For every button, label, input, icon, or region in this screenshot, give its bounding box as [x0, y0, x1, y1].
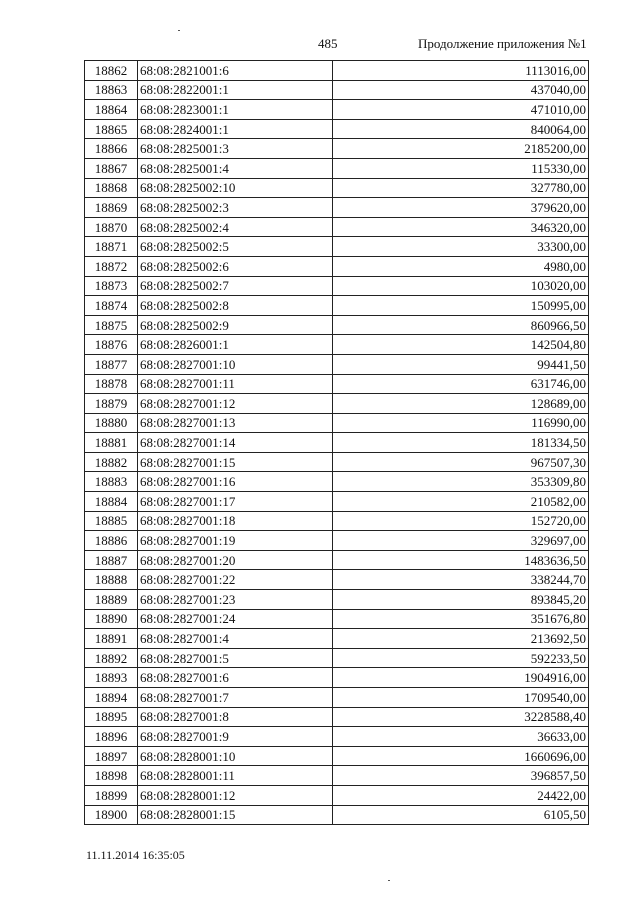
row-number-cell: 18889 [85, 590, 138, 610]
table-row [85, 492, 589, 512]
cadastral-value-cell: 1113016,00 [333, 61, 589, 81]
cadastral-number-cell: 68:08:2827001:8 [138, 707, 333, 727]
row-number-cell: 18899 [85, 785, 138, 805]
table-row [85, 590, 589, 610]
cadastral-number-cell: 68:08:2825001:4 [138, 158, 333, 178]
cadastral-value-cell: 142504,80 [333, 335, 589, 355]
cadastral-number-cell: 68:08:2827001:15 [138, 452, 333, 472]
print-timestamp: 11.11.2014 16:35:05 [86, 848, 185, 862]
row-number-cell: 18895 [85, 707, 138, 727]
table-row [85, 805, 589, 825]
cadastral-number-cell: 68:08:2827001:23 [138, 590, 333, 610]
row-number-cell: 18892 [85, 648, 138, 668]
cadastral-value-table [84, 60, 589, 825]
cadastral-value-cell: 860966,50 [333, 315, 589, 335]
table-row [85, 550, 589, 570]
cadastral-number-cell: 68:08:2824001:1 [138, 119, 333, 139]
cadastral-value-cell: 471010,00 [333, 100, 589, 120]
table-row [85, 217, 589, 237]
cadastral-number-cell: 68:08:2827001:7 [138, 688, 333, 708]
row-number-cell: 18870 [85, 217, 138, 237]
cadastral-value-cell: 346320,00 [333, 217, 589, 237]
cadastral-number-cell: 68:08:2827001:20 [138, 550, 333, 570]
cadastral-number-cell: 68:08:2827001:10 [138, 354, 333, 374]
cadastral-number-cell: 68:08:2821001:6 [138, 61, 333, 81]
row-number-cell: 18865 [85, 119, 138, 139]
row-number-cell: 18881 [85, 433, 138, 453]
cadastral-value-cell: 351676,80 [333, 609, 589, 629]
scan-speck [388, 880, 390, 881]
cadastral-value-cell: 116990,00 [333, 413, 589, 433]
cadastral-value-cell: 967507,30 [333, 452, 589, 472]
row-number-cell: 18862 [85, 61, 138, 81]
table-row [85, 629, 589, 649]
row-number-cell: 18898 [85, 766, 138, 786]
cadastral-number-cell: 68:08:2827001:19 [138, 531, 333, 551]
cadastral-number-cell: 68:08:2825002:3 [138, 198, 333, 218]
appendix-continuation-note: Продолжение приложения №1 [418, 36, 587, 51]
table-row [85, 413, 589, 433]
cadastral-number-cell: 68:08:2827001:13 [138, 413, 333, 433]
cadastral-number-cell: 68:08:2827001:17 [138, 492, 333, 512]
row-number-cell: 18884 [85, 492, 138, 512]
cadastral-number-cell: 68:08:2827001:22 [138, 570, 333, 590]
row-number-cell: 18868 [85, 178, 138, 198]
page-number: 485 [318, 36, 338, 51]
row-number-cell: 18893 [85, 668, 138, 688]
table-row [85, 374, 589, 394]
row-number-cell: 18894 [85, 688, 138, 708]
cadastral-value-cell: 181334,50 [333, 433, 589, 453]
cadastral-value-cell: 592233,50 [333, 648, 589, 668]
cadastral-number-cell: 68:08:2827001:4 [138, 629, 333, 649]
cadastral-value-cell: 396857,50 [333, 766, 589, 786]
table-row [85, 433, 589, 453]
table-row [85, 100, 589, 120]
table-row [85, 61, 589, 81]
cadastral-value-cell: 338244,70 [333, 570, 589, 590]
cadastral-number-cell: 68:08:2827001:16 [138, 472, 333, 492]
table-row [85, 668, 589, 688]
cadastral-value-cell: 33300,00 [333, 237, 589, 257]
cadastral-value-cell: 103020,00 [333, 276, 589, 296]
table-row [85, 707, 589, 727]
cadastral-value-cell: 329697,00 [333, 531, 589, 551]
table-row [85, 570, 589, 590]
table-row [85, 178, 589, 198]
table-row [85, 766, 589, 786]
row-number-cell: 18890 [85, 609, 138, 629]
cadastral-number-cell: 68:08:2827001:9 [138, 727, 333, 747]
row-number-cell: 18877 [85, 354, 138, 374]
cadastral-number-cell: 68:08:2825002:7 [138, 276, 333, 296]
table-row [85, 276, 589, 296]
cadastral-value-cell: 353309,80 [333, 472, 589, 492]
cadastral-value-cell: 150995,00 [333, 296, 589, 316]
cadastral-value-cell: 379620,00 [333, 198, 589, 218]
cadastral-number-cell: 68:08:2827001:18 [138, 511, 333, 531]
row-number-cell: 18900 [85, 805, 138, 825]
row-number-cell: 18883 [85, 472, 138, 492]
scan-speck [178, 30, 180, 31]
row-number-cell: 18864 [85, 100, 138, 120]
cadastral-value-cell: 631746,00 [333, 374, 589, 394]
table-row [85, 472, 589, 492]
cadastral-number-cell: 68:08:2827001:14 [138, 433, 333, 453]
cadastral-number-cell: 68:08:2828001:10 [138, 746, 333, 766]
table-row [85, 785, 589, 805]
cadastral-value-cell: 1709540,00 [333, 688, 589, 708]
cadastral-value-cell: 1904916,00 [333, 668, 589, 688]
table-row [85, 688, 589, 708]
cadastral-value-cell: 4980,00 [333, 256, 589, 276]
cadastral-value-cell: 152720,00 [333, 511, 589, 531]
row-number-cell: 18896 [85, 727, 138, 747]
cadastral-value-cell: 210582,00 [333, 492, 589, 512]
row-number-cell: 18867 [85, 158, 138, 178]
table-row [85, 139, 589, 159]
row-number-cell: 18876 [85, 335, 138, 355]
table-row [85, 256, 589, 276]
row-number-cell: 18886 [85, 531, 138, 551]
cadastral-value-cell: 128689,00 [333, 394, 589, 414]
table-row [85, 609, 589, 629]
cadastral-value-cell: 6105,50 [333, 805, 589, 825]
cadastral-number-cell: 68:08:2823001:1 [138, 100, 333, 120]
cadastral-value-cell: 1483636,50 [333, 550, 589, 570]
table-row [85, 394, 589, 414]
cadastral-value-cell: 437040,00 [333, 80, 589, 100]
table-row [85, 198, 589, 218]
cadastral-value-cell: 840064,00 [333, 119, 589, 139]
table-row [85, 452, 589, 472]
cadastral-number-cell: 68:08:2822001:1 [138, 80, 333, 100]
row-number-cell: 18875 [85, 315, 138, 335]
cadastral-number-cell: 68:08:2828001:12 [138, 785, 333, 805]
cadastral-value-cell: 115330,00 [333, 158, 589, 178]
table-body [85, 61, 589, 825]
row-number-cell: 18880 [85, 413, 138, 433]
table-row [85, 354, 589, 374]
table-row [85, 80, 589, 100]
row-number-cell: 18897 [85, 746, 138, 766]
row-number-cell: 18879 [85, 394, 138, 414]
cadastral-number-cell: 68:08:2826001:1 [138, 335, 333, 355]
row-number-cell: 18882 [85, 452, 138, 472]
row-number-cell: 18887 [85, 550, 138, 570]
cadastral-number-cell: 68:08:2825002:8 [138, 296, 333, 316]
row-number-cell: 18885 [85, 511, 138, 531]
row-number-cell: 18871 [85, 237, 138, 257]
row-number-cell: 18873 [85, 276, 138, 296]
row-number-cell: 18869 [85, 198, 138, 218]
row-number-cell: 18891 [85, 629, 138, 649]
table-row [85, 648, 589, 668]
table-row [85, 531, 589, 551]
cadastral-value-cell: 24422,00 [333, 785, 589, 805]
cadastral-value-cell: 3228588,40 [333, 707, 589, 727]
table-row [85, 727, 589, 747]
cadastral-value-cell: 2185200,00 [333, 139, 589, 159]
cadastral-number-cell: 68:08:2828001:15 [138, 805, 333, 825]
row-number-cell: 18872 [85, 256, 138, 276]
row-number-cell: 18863 [85, 80, 138, 100]
row-number-cell: 18878 [85, 374, 138, 394]
cadastral-number-cell: 68:08:2827001:24 [138, 609, 333, 629]
cadastral-number-cell: 68:08:2827001:6 [138, 668, 333, 688]
row-number-cell: 18874 [85, 296, 138, 316]
cadastral-number-cell: 68:08:2825001:3 [138, 139, 333, 159]
cadastral-value-cell: 36633,00 [333, 727, 589, 747]
table-row [85, 746, 589, 766]
cadastral-value-cell: 99441,50 [333, 354, 589, 374]
table-row [85, 315, 589, 335]
cadastral-value-cell: 893845,20 [333, 590, 589, 610]
cadastral-number-cell: 68:08:2825002:10 [138, 178, 333, 198]
table-row [85, 296, 589, 316]
cadastral-number-cell: 68:08:2825002:4 [138, 217, 333, 237]
table-row [85, 237, 589, 257]
cadastral-number-cell: 68:08:2827001:12 [138, 394, 333, 414]
cadastral-number-cell: 68:08:2825002:6 [138, 256, 333, 276]
table-row [85, 158, 589, 178]
table-row [85, 119, 589, 139]
row-number-cell: 18866 [85, 139, 138, 159]
cadastral-number-cell: 68:08:2828001:11 [138, 766, 333, 786]
row-number-cell: 18888 [85, 570, 138, 590]
table-row [85, 335, 589, 355]
cadastral-value-cell: 1660696,00 [333, 746, 589, 766]
table-row [85, 511, 589, 531]
cadastral-value-cell: 213692,50 [333, 629, 589, 649]
cadastral-number-cell: 68:08:2827001:11 [138, 374, 333, 394]
cadastral-number-cell: 68:08:2825002:5 [138, 237, 333, 257]
cadastral-number-cell: 68:08:2827001:5 [138, 648, 333, 668]
cadastral-value-cell: 327780,00 [333, 178, 589, 198]
cadastral-number-cell: 68:08:2825002:9 [138, 315, 333, 335]
